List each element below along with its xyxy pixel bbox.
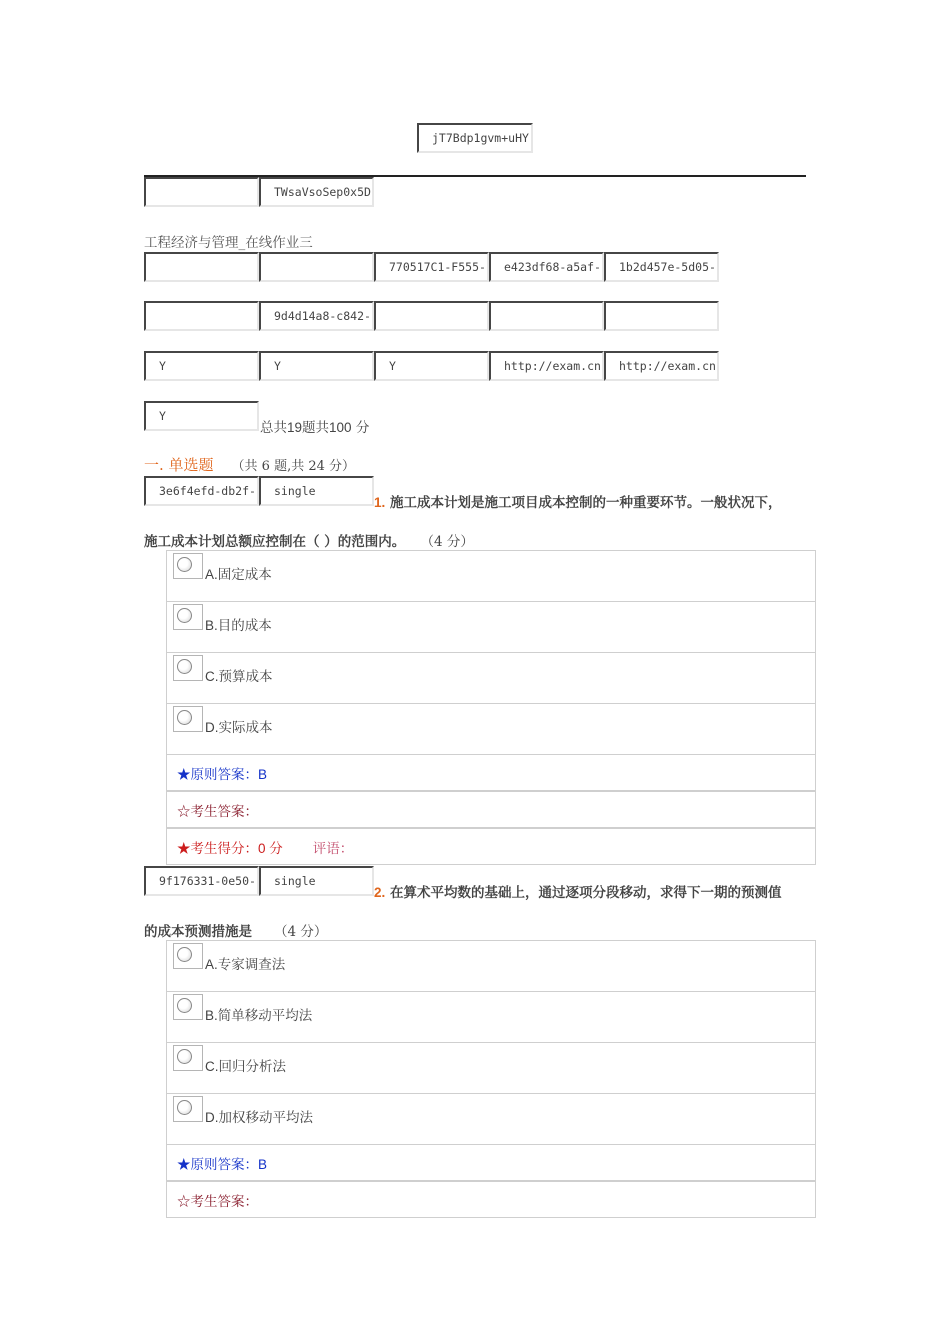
hidden-field[interactable]: Y [374, 351, 489, 381]
question-text-cont: 施工成本计划总额应控制在（ ）的范围内。 （4 分） [144, 534, 474, 550]
student-score: ★考生得分：0 分 评语： [177, 841, 354, 857]
option-label: D.加权移动平均法 [205, 1110, 313, 1126]
radio-button[interactable] [173, 994, 203, 1020]
section-heading: 一. 单选题 （共 6 题,共 24 分） [144, 456, 356, 474]
hidden-field[interactable] [144, 252, 259, 282]
option-label: A.固定成本 [205, 567, 272, 583]
option-label: B.简单移动平均法 [205, 1008, 313, 1024]
radio-button[interactable] [173, 1045, 203, 1071]
hidden-field[interactable] [374, 301, 489, 331]
hidden-field[interactable] [604, 301, 719, 331]
student-answer-row [166, 1181, 816, 1218]
option-row-d[interactable] [166, 703, 816, 754]
radio-button[interactable] [173, 1096, 203, 1122]
option-label: C.回归分析法 [205, 1059, 286, 1075]
hidden-field[interactable]: http://exam.cn [489, 351, 604, 381]
standard-answer-row [166, 1144, 816, 1181]
hidden-field[interactable]: Y [259, 351, 374, 381]
hidden-field[interactable]: e423df68-a5af- [489, 252, 604, 282]
hidden-field[interactable]: 1b2d457e-5d05- [604, 252, 719, 282]
student-answer: ☆考生答案： [177, 1194, 258, 1210]
standard-answer: ★原则答案：B [177, 1157, 268, 1173]
option-row-c[interactable] [166, 652, 816, 703]
hidden-field[interactable]: 770517C1-F555- [374, 252, 489, 282]
option-row-c[interactable] [166, 1042, 816, 1093]
radio-button[interactable] [173, 943, 203, 969]
standard-answer: ★原则答案：B [177, 767, 268, 783]
question-type-field[interactable]: single [259, 476, 374, 506]
score-row [166, 828, 816, 865]
radio-button[interactable] [173, 706, 203, 732]
radio-button[interactable] [173, 553, 203, 579]
student-answer: ☆考生答案： [177, 804, 258, 820]
question-id-field[interactable]: 9f176331-0e50- [144, 866, 259, 896]
hidden-field[interactable] [489, 301, 604, 331]
hidden-field[interactable] [144, 177, 259, 207]
student-answer-row [166, 791, 816, 828]
option-row-b[interactable] [166, 601, 816, 652]
question-id-field[interactable]: 3e6f4efd-db2f- [144, 476, 259, 506]
radio-button[interactable] [173, 655, 203, 681]
hidden-field[interactable]: TWsaVsoSep0x5D [259, 177, 374, 207]
hidden-field[interactable]: 9d4d14a8-c842- [259, 301, 374, 331]
hidden-field[interactable]: Y [144, 401, 259, 431]
page-title: 工程经济与管理_在线作业三 [144, 235, 313, 251]
exam-summary: 总共19题共100 分 [260, 420, 370, 436]
question-text-cont: 的成本预测措施是 （4 分） [144, 924, 328, 940]
option-label: D.实际成本 [205, 720, 273, 736]
option-row-a[interactable] [166, 550, 816, 601]
hidden-token-field[interactable]: jT7Bdp1gvm+uHY [417, 123, 533, 153]
hidden-field[interactable] [144, 301, 259, 331]
hidden-field[interactable]: http://exam.cn [604, 351, 719, 381]
option-row-b[interactable] [166, 991, 816, 1042]
option-row-d[interactable] [166, 1093, 816, 1144]
option-row-a[interactable] [166, 940, 816, 991]
option-label: A.专家调查法 [205, 957, 286, 973]
option-label: B.目的成本 [205, 618, 272, 634]
standard-answer-row [166, 754, 816, 791]
question-text: 1. 施工成本计划是施工项目成本控制的一种重要环节。一般状况下， [374, 495, 782, 511]
hidden-field[interactable]: Y [144, 351, 259, 381]
question-text: 2. 在算术平均数的基础上，通过逐项分段移动，求得下一期的预测值 [374, 885, 782, 901]
radio-button[interactable] [173, 604, 203, 630]
option-label: C.预算成本 [205, 669, 273, 685]
question-type-field[interactable]: single [259, 866, 374, 896]
hidden-field[interactable] [259, 252, 374, 282]
